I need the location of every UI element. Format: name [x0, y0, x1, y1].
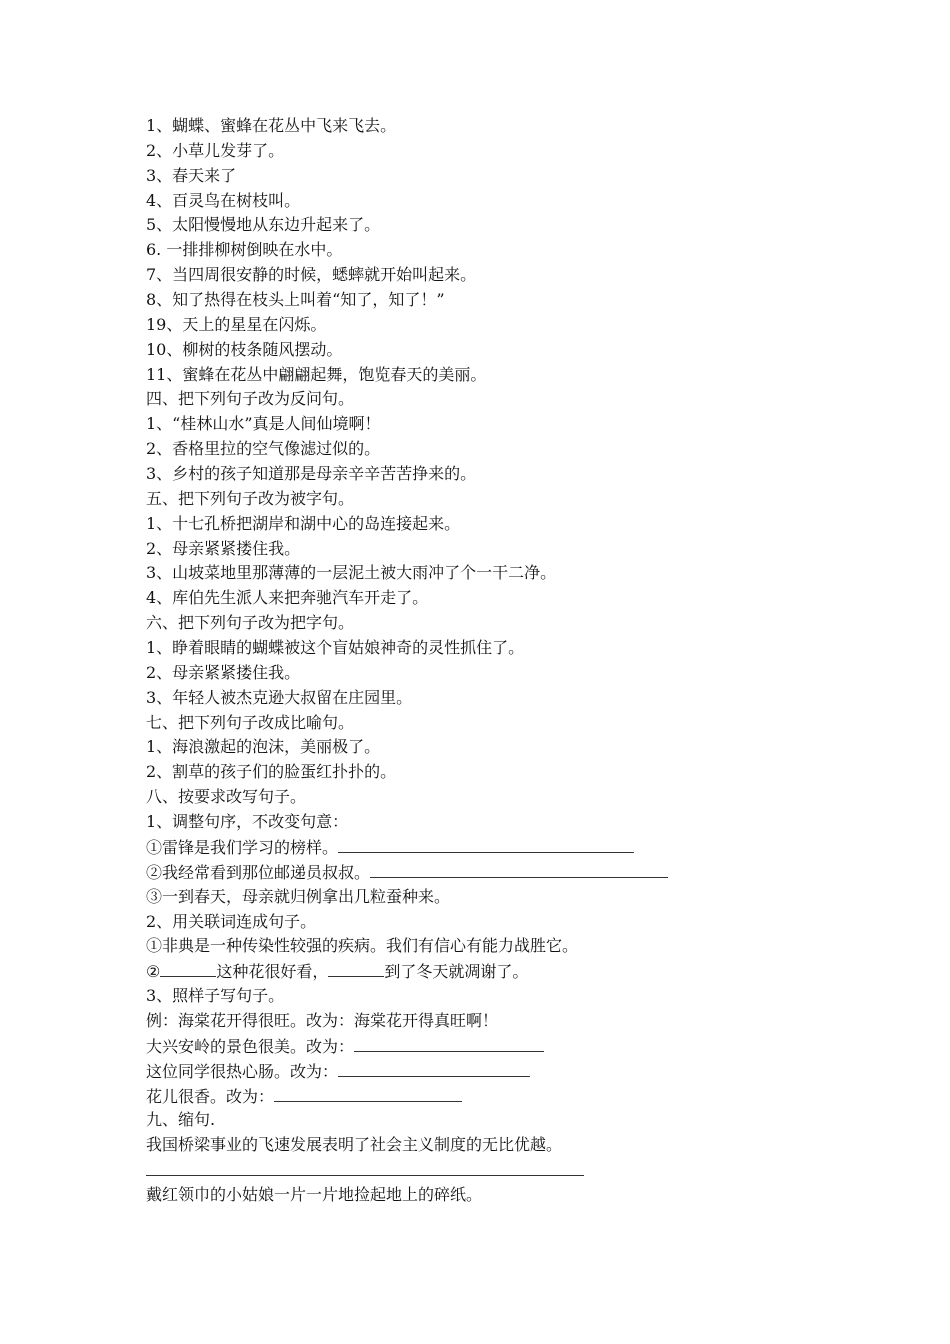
answer-blank[interactable] [160, 959, 216, 977]
answer-blank[interactable] [274, 1084, 462, 1102]
text-line: 4、百灵鸟在树枝叫。 [146, 190, 301, 210]
rewrite-item [146, 835, 846, 860]
answer-blank[interactable] [354, 1034, 544, 1052]
text-line: 8、知了热得在枝头上叫着“知了，知了！” [146, 290, 445, 310]
section-heading: 六、把下列句子改为把字句。 [146, 613, 355, 633]
answer-blank[interactable] [328, 959, 384, 977]
text-line: 2、小草儿发芽了。 [146, 140, 285, 160]
text-line: 10、柳树的枝条随风摆动。 [146, 339, 343, 359]
text-line: 2、割草的孩子们的脸蛋红扑扑的。 [146, 762, 397, 782]
fill-in-item [146, 959, 846, 984]
worksheet-content [146, 114, 846, 1208]
text-line: 2、母亲紧紧搂住我。 [146, 662, 301, 682]
text-line: 19、天上的星星在闪烁。 [146, 314, 327, 334]
text-line: 3、春天来了 [146, 165, 237, 185]
fill-in-mid: 这种花很好看， [216, 962, 329, 982]
rewrite-text: ②我经常看到那位邮递员叔叔。 [146, 862, 371, 882]
text-line: ①非典是一种传染性较强的疾病。我们有信心有能力战胜它。 [146, 936, 579, 956]
answer-blank[interactable] [338, 1059, 530, 1077]
rewrite-item [146, 860, 846, 885]
section-heading: 八、按要求改写句子。 [146, 787, 307, 807]
section-heading: 2、用关联词连成句子。 [146, 911, 317, 931]
rewrite-item [146, 1034, 846, 1059]
fill-in-end: 到了冬天就凋谢了。 [384, 962, 529, 982]
text-line: 1、蝴蝶、蜜蜂在花丛中飞来飞去。 [146, 116, 397, 135]
text-line: 3、山坡菜地里那薄薄的一层泥土被大雨冲了个一干二净。 [146, 563, 557, 583]
text-line: 戴红领巾的小姑娘一片一片地捡起地上的碎纸。 [146, 1184, 483, 1204]
section-heading: 七、把下列句子改成比喻句。 [146, 712, 355, 732]
text-line: 3、年轻人被杰克逊大叔留在庄园里。 [146, 687, 413, 707]
text-line: 4、库伯先生派人来把奔驰汽车开走了。 [146, 588, 429, 608]
text-line: 我国桥梁事业的飞速发展表明了社会主义制度的无比优越。 [146, 1135, 563, 1155]
section-heading: 3、照样子写句子。 [146, 986, 285, 1006]
text-line: 1、睁着眼睛的蝴蝶被这个盲姑娘神奇的灵性抓住了。 [146, 638, 525, 658]
rewrite-item [146, 1084, 846, 1109]
answer-line[interactable] [146, 1158, 846, 1183]
text-line: 1、海浪激起的泡沫，美丽极了。 [146, 737, 381, 757]
section-heading: 四、把下列句子改为反问句。 [146, 389, 355, 409]
text-line: 7、当四周很安静的时候，蟋蟀就开始叫起来。 [146, 265, 477, 285]
section-heading: 五、把下列句子改为被字句。 [146, 488, 355, 508]
answer-blank[interactable] [338, 835, 634, 853]
rewrite-text: 花儿很香。改为： [146, 1086, 275, 1106]
text-line: 11、蜜蜂在花丛中翩翩起舞，饱览春天的美丽。 [146, 364, 487, 384]
text-line: 6. 一排排柳树倒映在水中。 [146, 240, 343, 260]
text-line: 2、香格里拉的空气像滤过似的。 [146, 439, 381, 459]
answer-blank[interactable] [146, 1158, 584, 1176]
answer-blank[interactable] [370, 860, 668, 878]
section-heading: 九、缩句. [146, 1110, 216, 1130]
text-line: 1、“桂林山水”真是人间仙境啊！ [146, 414, 381, 434]
text-line: 1、调整句序，不改变句意： [146, 812, 349, 832]
fill-in-prefix: ② [146, 962, 161, 982]
text-line: 2、母亲紧紧搂住我。 [146, 538, 301, 558]
rewrite-text: 大兴安岭的景色很美。改为： [146, 1036, 355, 1056]
rewrite-text: 这位同学很热心肠。改为： [146, 1061, 339, 1081]
text-line: 3、乡村的孩子知道那是母亲辛辛苦苦挣来的。 [146, 464, 477, 484]
rewrite-item [146, 1059, 846, 1084]
text-line: 1、十七孔桥把湖岸和湖中心的岛连接起来。 [146, 513, 461, 533]
rewrite-text: ①雷锋是我们学习的榜样。 [146, 837, 339, 857]
text-line: ③一到春天，母亲就归例拿出几粒蚕种来。 [146, 886, 451, 906]
text-line: 5、太阳慢慢地从东边升起来了。 [146, 215, 381, 235]
example-line: 例：海棠花开得很旺。改为：海棠花开得真旺啊！ [146, 1010, 499, 1030]
